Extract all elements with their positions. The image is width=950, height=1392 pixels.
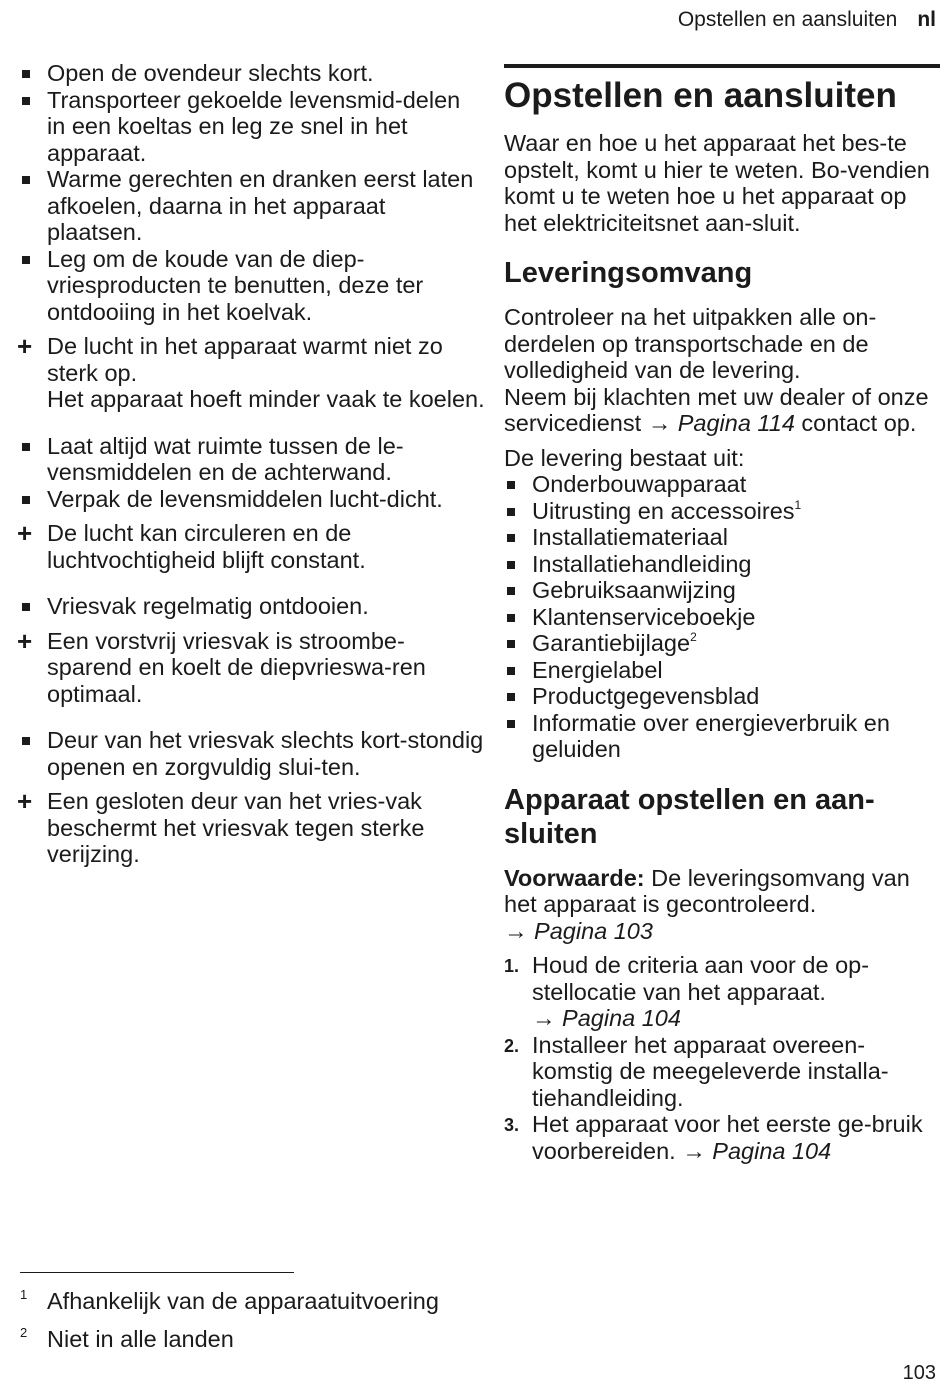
list-item: Garantiebijlage$^2$ (532, 630, 697, 656)
voorwaarde-paragraph: Voorwaarde: De leveringsomvang van het apparaat is gecontroleerd. → Pagina 103 (504, 864, 910, 944)
list-item: Transporteer gekoelde levensmid-delen in een koeltas en leg ze snel in het apparaat. (47, 86, 461, 166)
plus-icon: + (17, 518, 33, 548)
benefit-item: + De lucht kan circuleren en de luchtvochtigheid blijft constant. (17, 518, 366, 573)
list-item: Laat altijd wat ruimte tussen de le-vensmiddelen en de achterwand. (47, 432, 404, 485)
footnote: 1 Afhankelijk van de apparaatuitvoering (20, 1287, 439, 1314)
section-title: Opstellen en aansluiten (504, 76, 897, 115)
footnote-ref: 1 (794, 497, 802, 512)
arrow-icon: → (532, 1005, 556, 1031)
list-item: Deur van het vriesvak slechts kort-stondig openen en zorgvuldig slui-ten. (47, 727, 484, 780)
page-number: 103 (902, 1362, 936, 1384)
running-header (678, 8, 936, 32)
list-item: Uitrusting en accessoires$^1$ (532, 497, 802, 524)
footnote-ref: 2 (690, 630, 697, 644)
benefit-item: + De lucht in het apparaat warmt niet zo sterk op. Het apparaat hoeft minder vaak te koelen. (17, 331, 485, 412)
footnotes (20, 1282, 439, 1358)
arrow-icon: → (647, 410, 672, 436)
list-item: Verpak de levensmiddelen lucht-dicht. (47, 485, 443, 512)
list-item: Vriesvak regelmatig ontdooien. (47, 593, 369, 619)
list-item: Informatie over energieverbruik en geluiden (532, 709, 890, 762)
page-link[interactable]: Pagina 104 (562, 1005, 681, 1031)
left-column (17, 60, 485, 868)
step-item: 3. Het apparaat voor het eerste ge-bruik voorbereiden. → Pagina 104 (504, 1111, 923, 1164)
step-item: 2. Installeer het apparaat overeen-komstig de meegeleverde installa-tiehandleiding. (504, 1031, 889, 1111)
page-link[interactable]: Pagina 114 (677, 410, 795, 436)
step-number: 3. (504, 1115, 520, 1135)
page-link[interactable]: Pagina 103 (534, 917, 653, 944)
plus-icon: + (17, 786, 33, 816)
plus-icon: + (17, 625, 33, 656)
list-item: Productgegevensblad (532, 683, 760, 709)
section-rule (504, 64, 940, 68)
levering-paragraph: Controleer na het uitpakken alle on-derdelen op transportschade en de volledigheid van de levering. (504, 304, 877, 383)
plus-icon: + (17, 331, 33, 361)
levering-list-intro: De levering bestaat uit: (504, 444, 745, 471)
heading-apparaat-opstellen: Apparaat opstellen en aan-sluiten (504, 783, 875, 850)
page-link[interactable]: Pagina 104 (712, 1137, 832, 1164)
levering-contact-paragraph: Neem bij klachten met uw dealer of onze servicedienst → Pagina 114 contact op. (504, 383, 929, 436)
step-item: 1. Houd de criteria aan voor de op-stellocatie van het apparaat. → Pagina 104 (504, 952, 870, 1031)
list-item: Warme gerechten en dranken eerst laten afkoelen, daarna in het apparaat plaatsen. (47, 166, 474, 245)
right-column (504, 64, 940, 1164)
benefit-item: + Een gesloten deur van het vries-vak beschermt het vriesvak tegen sterke verijzing. (17, 786, 425, 867)
header-section-title: Opstellen en aansluiten (677, 8, 898, 31)
footnote-rule (20, 1272, 294, 1273)
heading-leveringsomvang: Leveringsomvang (504, 257, 753, 289)
arrow-icon: → (504, 917, 528, 944)
intro-paragraph: Waar en hoe u het apparaat het bes-te opstelt, komt u hier te weten. Bo-vendien komt u te weten hoe u het apparaat op het elektriciteitsnet aan-sluit. (504, 130, 930, 236)
list-item: Energielabel (532, 656, 663, 683)
arrow-icon: → (682, 1137, 706, 1164)
list-item: Open de ovendeur slechts kort. (47, 60, 374, 86)
step-number: 1. (504, 956, 520, 976)
list-item: Installatiehandleiding (532, 550, 752, 577)
benefit-item: + Een vorstvrij vriesvak is stroombe-sparend en koelt de diepvrieswa-ren optimaal. (17, 625, 426, 707)
header-language: nl (917, 8, 936, 31)
list-item: Leg om de koude van de diep-vriesproducten te benutten, deze ter ontdooiing in het koelvak. (47, 245, 424, 325)
list-item: Onderbouwapparaat (532, 471, 747, 497)
list-item: Installatiemateriaal (532, 524, 728, 550)
step-number: 2. (504, 1035, 520, 1056)
list-item: Gebruiksaanwijzing (532, 577, 736, 603)
list-item: Klantenserviceboekje (532, 603, 756, 630)
footnote: 2 Niet in alle landen (20, 1325, 234, 1352)
